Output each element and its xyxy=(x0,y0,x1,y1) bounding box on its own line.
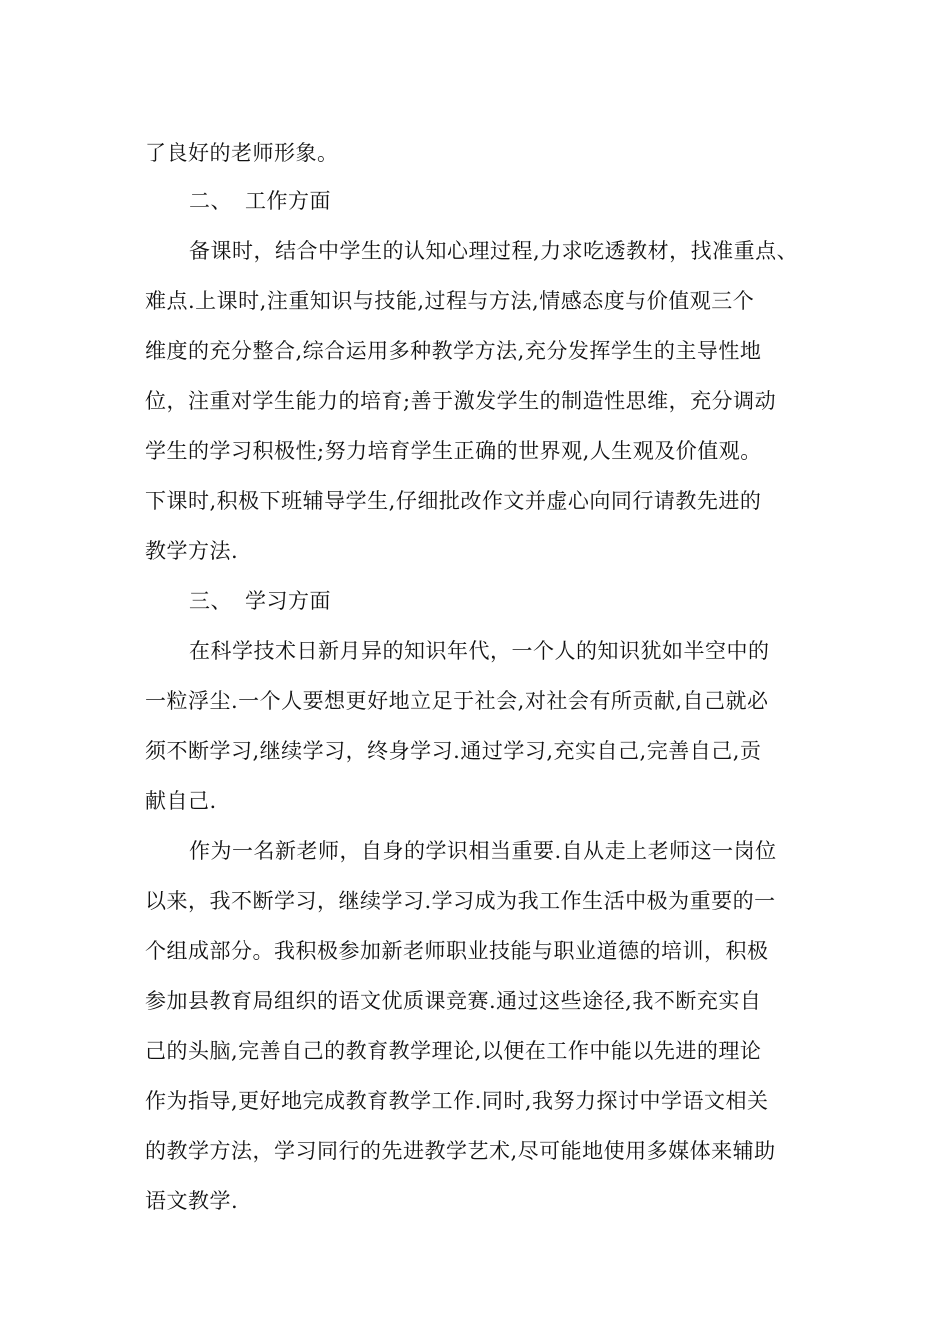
paragraph-line: 作为指导,更好地完成教育教学工作.同时,我努力探讨中学语文相关 xyxy=(145,1089,769,1113)
heading-number: 三、 xyxy=(189,589,232,613)
paragraph-line: 个组成部分。我积极参加新老师职业技能与职业道德的培训，积极 xyxy=(145,939,769,963)
paragraph-line: 备课时，结合中学生的认知心理过程,力求吃透教材，找准重点、 xyxy=(189,239,799,263)
paragraph-line: 一粒浮尘.一个人要想更好地立足于社会,对社会有所贡献,自己就必 xyxy=(145,689,769,713)
paragraph-line: 作为一名新老师，自身的学识相当重要.自从走上老师这一岗位 xyxy=(189,839,777,863)
heading-number: 二、 xyxy=(189,189,232,213)
paragraph-line: 了良好的老师形象。 xyxy=(145,141,339,165)
paragraph-line: 的教学方法，学习同行的先进教学艺术,尽可能地使用多媒体来辅助 xyxy=(145,1139,776,1163)
paragraph-line: 须不断学习,继续学习，终身学习.通过学习,充实自己,完善自己,贡 xyxy=(145,739,762,763)
paragraph-line: 学生的学习积极性;努力培育学生正确的世界观,人生观及价值观。 xyxy=(145,439,762,463)
heading-title: 学习方面 xyxy=(245,589,331,613)
section-heading-work xyxy=(189,186,331,216)
section-heading-study xyxy=(189,586,331,616)
paragraph-line: 以来，我不断学习，继续学习.学习成为我工作生活中极为重要的一 xyxy=(145,889,776,913)
paragraph-line: 献自己. xyxy=(145,789,217,813)
paragraph-line: 参加县教育局组织的语文优质课竞赛.通过这些途径,我不断充实自 xyxy=(145,989,762,1013)
paragraph-line: 教学方法. xyxy=(145,539,239,563)
paragraph-line: 维度的充分整合,综合运用多种教学方法,充分发挥学生的主导性地 xyxy=(145,339,762,363)
paragraph-line: 位，注重对学生能力的培育;善于激发学生的制造性思维，充分调动 xyxy=(145,389,777,413)
paragraph-line: 在科学技术日新月异的知识年代，一个人的知识犹如半空中的 xyxy=(189,639,770,663)
paragraph-line: 语文教学. xyxy=(145,1189,239,1213)
paragraph-line: 下课时,积极下班辅导学生,仔细批改作文并虚心向同行请教先进的 xyxy=(145,489,762,513)
heading-title: 工作方面 xyxy=(245,189,331,213)
paragraph-line: 难点.上课时,注重知识与技能,过程与方法,情感态度与价值观三个 xyxy=(145,289,755,313)
paragraph-line: 己的头脑,完善自己的教育教学理论,以便在工作中能以先进的理论 xyxy=(145,1039,762,1063)
